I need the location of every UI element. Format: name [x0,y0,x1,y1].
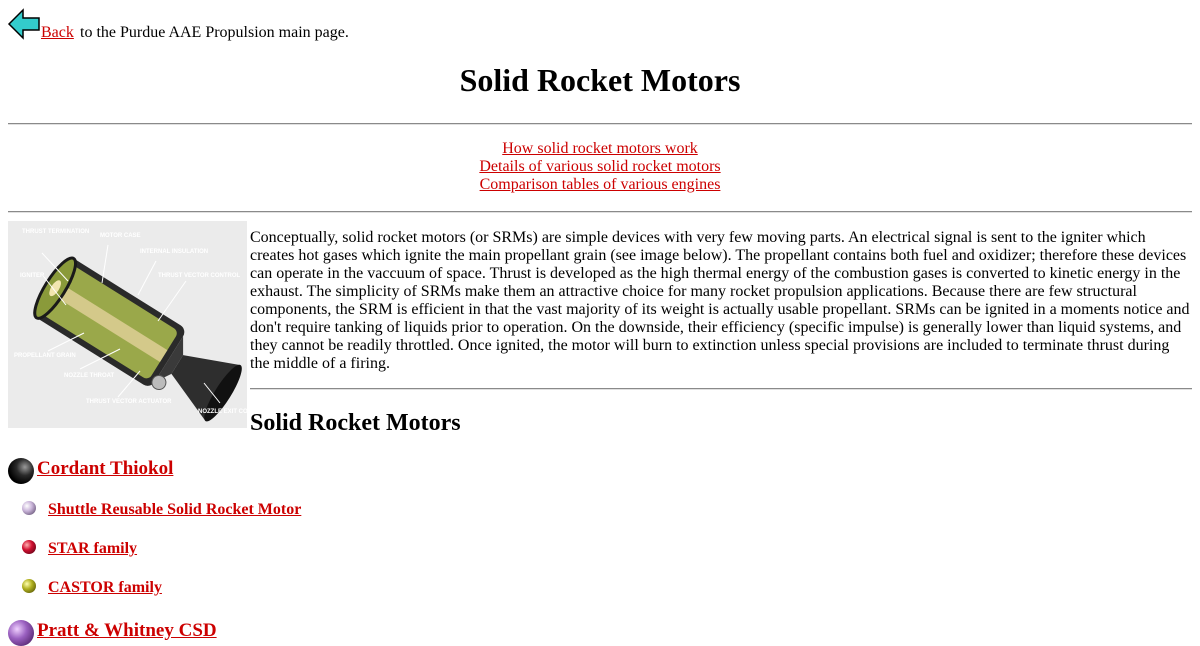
diagram-label-thrust-termination: THRUST TERMINATION [22,229,90,235]
back-link[interactable]: Back [41,24,74,41]
company-link-pratt-whitney-csd[interactable]: Pratt & Whitney CSD [37,620,217,641]
company-link-cordant-thiokol[interactable]: Cordant Thiokol [37,458,174,479]
olive-ball-icon [22,579,36,593]
intro-paragraph: Conceptually, solid rocket motors (or SRMs) are simple devices with very few moving parts. An electrical signal is sent to the igniter which creates hot gases which ignite the main propellant grain (see image below). The propellant contains both fuel and oxidizer; therefore these devices can operate in the vaccuum of space. Thrust is developed as the high thermal energy of the combustion gases is converted to kinetic energy in the exhaust. The simplicity of SRMs make them an attractive choice for many rocket propulsion applications. Because there are few structural components, the SRM is efficient in that the vast majority of its weight is actually usable propellant. SRMs can be ignited in a moments notice and don't require tanking of liquids prior to operation. On the downside, their efficiency (specific impulse) is generally lower than liquid systems, and they cannot be readily throttled. Once ignited, the motor will burn to extinction unless special provisions are included to terminate thrust during the middle of a firing. [250,229,1190,372]
black-ball-icon [8,458,34,484]
diagram-label-internal-insulation: INTERNAL INSULATION [140,249,209,255]
diagram-label-motor-case: MOTOR CASE [100,233,141,239]
lavender-ball-icon [22,501,36,515]
product-link-castor-family[interactable]: CASTOR family [48,579,162,596]
diagram-label-thrust-vector-control: THRUST VECTOR CONTROL [158,273,241,279]
diagram-label-nozzle-throat: NOZZLE THROAT [64,373,115,379]
red-ball-icon [22,540,36,554]
section-heading: Solid Rocket Motors [250,410,461,436]
toc-link-srm-details[interactable]: Details of various solid rocket motors [479,158,721,175]
diagram-label-nozzle-exit-cone: NOZZLE EXIT CONE [198,409,257,415]
srm-cutaway-diagram [8,221,257,428]
purple-ball-icon [8,620,34,646]
toc-link-how-srm-work[interactable]: How solid rocket motors work [502,140,698,157]
diagram-label-thrust-vector-actuator: THRUST VECTOR ACTUATOR [86,399,172,405]
page-title: Solid Rocket Motors [459,62,741,98]
left-arrow-icon[interactable] [8,8,40,40]
product-link-star-family[interactable]: STAR family [48,540,138,557]
toc [8,140,1192,194]
toc-link-comparison-tables[interactable]: Comparison tables of various engines [479,176,721,193]
back-link-context: to the Purdue AAE Propulsion main page. [80,24,349,41]
divider-mid [8,211,1192,213]
product-link-shuttle-rsrm[interactable]: Shuttle Reusable Solid Rocket Motor [48,501,302,518]
divider-top [8,123,1192,125]
diagram-label-propellant-grain: PROPELLANT GRAIN [14,353,76,359]
divider-section [250,388,1192,390]
diagram-label-igniter: IGNITER [20,273,45,279]
